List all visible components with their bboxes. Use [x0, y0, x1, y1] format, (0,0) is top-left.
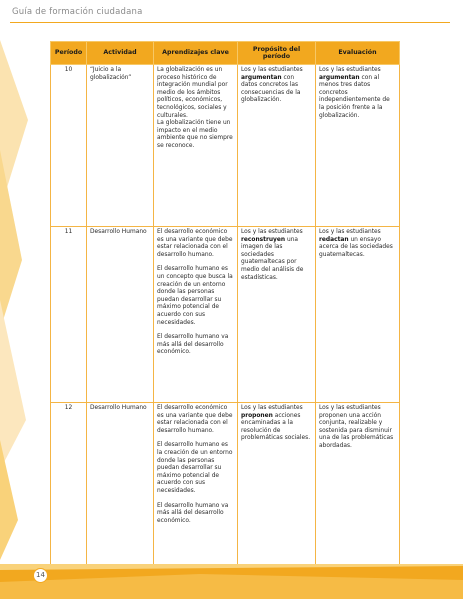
table-row	[51, 403, 400, 569]
period-cell: 10	[51, 65, 87, 227]
planning-table	[50, 41, 400, 569]
column-header-learning: Aprendizajes clave	[154, 42, 238, 65]
evaluation-cell	[316, 227, 400, 403]
purpose-lead: Los y las estudiantes	[241, 405, 303, 411]
table-row	[51, 227, 400, 403]
evaluation-lead: Los y las estudiantes	[319, 67, 381, 73]
column-header-period: Período	[51, 42, 87, 65]
evaluation-text: Los y las estudiantes proponen una acción conjunta, realizable y sostenida para disminuir una de las problemáticas abordadas.	[319, 405, 394, 449]
activity-cell: “Juicio a la globalización”	[87, 65, 154, 227]
evaluation-text: con al menos tres datos concretos independientemente de la posición frente a la globalización.	[319, 74, 390, 119]
learning-cell	[154, 65, 238, 227]
learning-paragraph: El desarrollo económico es una variante que debe estar relacionada con el desarrollo humano.	[157, 229, 233, 258]
period-cell: 11	[51, 227, 87, 403]
activity-cell: Desarrollo Humano	[87, 403, 154, 569]
purpose-text: con datos concretos las consecuencias de la globalización.	[241, 74, 301, 104]
learning-paragraph: El desarrollo económico es una variante que debe estar relacionada con el desarrollo humano.	[157, 405, 233, 434]
learning-paragraph: El desarrollo humano es la creación de un entorno donde las personas puedan desarrollar su máximo potencial de acuerdo con sus necesidades.	[157, 442, 233, 494]
evaluation-verb: redactan	[319, 236, 349, 243]
purpose-text: una imagen de las sociedades guatemaltecas por medio del análisis de estadísticas.	[241, 236, 304, 281]
table-header-row	[51, 42, 400, 65]
purpose-lead: Los y las estudiantes	[241, 67, 303, 73]
learning-paragraph: El desarrollo humano es un concepto que busca la creación de un entorno donde las personas puedan desarrollar su máximo potencial de acuerdo con sus necesidades.	[157, 266, 233, 326]
decorative-footer-band	[0, 564, 463, 599]
activity-cell: Desarrollo Humano	[87, 227, 154, 403]
guide-title: Guía de formación ciudadana	[12, 7, 143, 17]
learning-paragraph: La globalización es un proceso histórico de integración mundial por medio de los ámbitos políticos, económicos, tecnológicos, sociales y culturales.	[157, 67, 228, 119]
decorative-left-shapes	[0, 0, 30, 599]
purpose-verb: proponen	[241, 412, 273, 419]
learning-cell	[154, 227, 238, 403]
purpose-lead: Los y las estudiantes	[241, 229, 303, 235]
evaluation-text: un ensayo acerca de las sociedades guatemaltecas.	[319, 236, 393, 258]
purpose-cell	[238, 403, 316, 569]
column-header-activity: Actividad	[87, 42, 154, 65]
table-row	[51, 65, 400, 227]
learning-cell	[154, 403, 238, 569]
column-header-purpose: Propósito del período	[238, 42, 316, 65]
purpose-verb: argumentan	[241, 74, 282, 81]
purpose-text: acciones encaminadas a la resolución de problemáticas sociales.	[241, 412, 311, 442]
page-number: 14	[33, 568, 48, 583]
purpose-cell	[238, 65, 316, 227]
evaluation-verb: argumentan	[319, 74, 360, 81]
period-cell: 12	[51, 403, 87, 569]
purpose-verb: reconstruyen	[241, 236, 286, 243]
evaluation-cell	[316, 65, 400, 227]
evaluation-cell	[316, 403, 400, 569]
learning-paragraph: El desarrollo humano va más allá del desarrollo económico.	[157, 334, 229, 356]
title-rule	[10, 22, 450, 23]
evaluation-lead: Los y las estudiantes	[319, 229, 381, 235]
purpose-cell	[238, 227, 316, 403]
column-header-evaluation: Evaluación	[316, 42, 400, 65]
learning-paragraph: La globalización tiene un impacto en el medio ambiente que no siempre se reconoce.	[157, 120, 233, 149]
learning-paragraph: El desarrollo humano va más allá del desarrollo económico.	[157, 502, 229, 524]
